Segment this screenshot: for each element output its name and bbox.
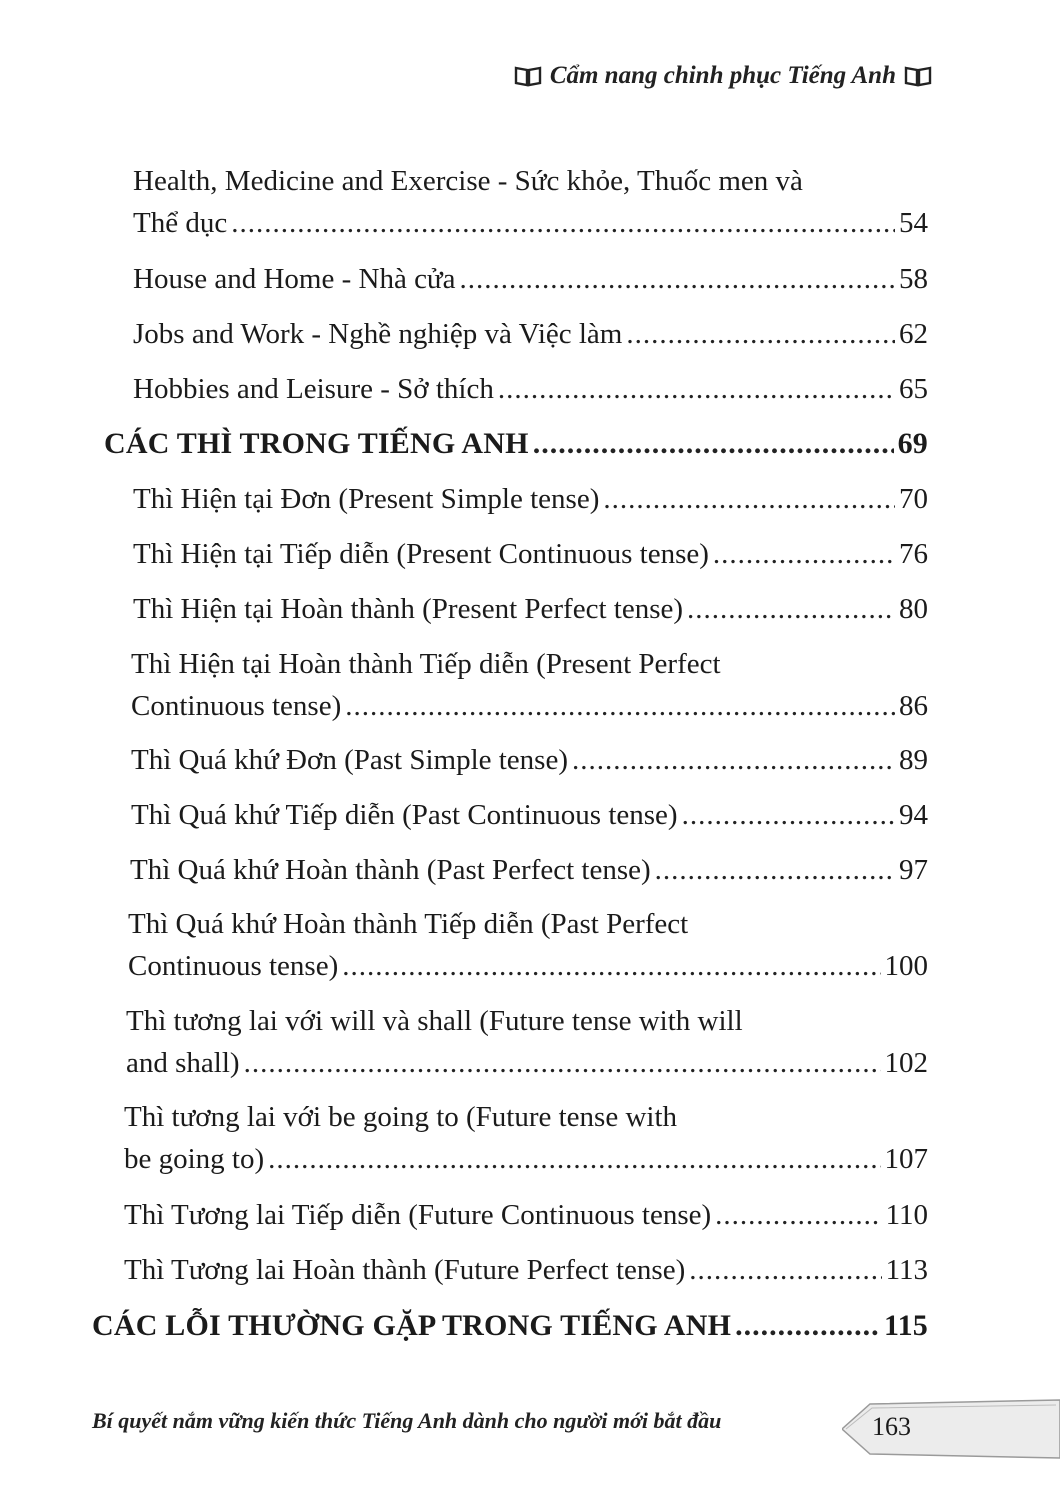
toc-entry-title: CÁC LỖI THƯỜNG GẶP TRONG TIẾNG ANH	[92, 1309, 732, 1342]
toc-entry	[133, 533, 928, 575]
toc-page-number: 107	[884, 1143, 928, 1175]
toc-entry-title: Continuous tense)	[128, 950, 339, 982]
dot-leader	[603, 478, 895, 520]
toc-entry-title: Jobs and Work - Nghề nghiệp và Việc làm	[133, 318, 623, 350]
toc-entry-title-line: Thì Quá khứ Hoàn thành Tiếp diễn (Past Perfect	[128, 908, 689, 940]
toc-page-number: 54	[899, 207, 928, 239]
dot-leader	[735, 1305, 880, 1347]
running-footer: Bí quyết nắm vững kiến thức Tiếng Anh dành cho người mới bắt đầu	[92, 1408, 722, 1433]
toc-page-number: 58	[899, 263, 928, 295]
dot-leader	[533, 423, 894, 465]
toc-entry	[124, 1194, 928, 1236]
dot-leader	[572, 739, 895, 781]
toc-page-number: 102	[884, 1047, 928, 1079]
toc-entry-title: Thì Quá khứ Hoàn thành (Past Perfect tense)	[130, 854, 651, 886]
toc-entry-title: House and Home - Nhà cửa	[133, 263, 456, 295]
toc-entry-title: Thì Hiện tại Hoàn thành (Present Perfect tense)	[133, 593, 684, 625]
dot-leader	[655, 849, 895, 891]
toc-entry-title: Hobbies and Leisure - Sở thích	[133, 373, 494, 405]
toc-page-number: 69	[897, 427, 928, 460]
toc-entry	[133, 588, 928, 630]
toc-entry	[131, 794, 928, 836]
toc-entry	[124, 1096, 928, 1180]
toc-entry-title: and shall)	[126, 1047, 240, 1079]
dot-leader	[498, 368, 895, 410]
dot-leader	[626, 313, 895, 355]
toc-page-number: 115	[884, 1309, 928, 1342]
dot-leader	[345, 685, 895, 727]
toc-entry	[124, 1249, 928, 1291]
toc-page-number: 86	[899, 690, 928, 722]
page-number: 163	[872, 1412, 911, 1441]
toc-entry	[133, 478, 928, 520]
header-title: Cẩm nang chinh phục Tiếng Anh	[549, 62, 896, 89]
toc-entry-title: Continuous tense)	[131, 690, 342, 722]
toc-page-number: 89	[899, 744, 928, 776]
toc-entry	[131, 643, 928, 727]
toc-page-number: 97	[899, 854, 928, 886]
toc-entry-title: CÁC THÌ TRONG TIẾNG ANH	[104, 427, 529, 460]
toc-entry-title: be going to)	[124, 1143, 265, 1175]
dot-leader	[715, 1194, 881, 1236]
dot-leader	[682, 794, 895, 836]
toc-entry-title: Thì Quá khứ Tiếp diễn (Past Continuous tense)	[131, 799, 678, 831]
dot-leader	[231, 202, 895, 244]
toc-entry-title: Thì Tương lai Tiếp diễn (Future Continuous tense)	[124, 1199, 712, 1231]
toc-entry	[131, 739, 928, 781]
dot-leader	[460, 258, 895, 300]
toc-section	[92, 1305, 928, 1347]
page-number-tab	[842, 1398, 1060, 1460]
dot-leader	[713, 533, 895, 575]
toc-entry	[133, 258, 928, 300]
toc-entry-title-line: Thì tương lai với be going to (Future tense with	[124, 1101, 678, 1133]
dot-leader	[689, 1249, 881, 1291]
toc-entry-title-line: Thì tương lai với will và shall (Future tense with will	[126, 1005, 743, 1037]
toc-entry	[128, 903, 928, 987]
toc-entry	[133, 368, 928, 410]
toc-page-number: 70	[899, 483, 928, 515]
toc-entry-title-line: Health, Medicine and Exercise - Sức khỏe, Thuốc men và	[133, 165, 803, 197]
toc-page-number: 113	[885, 1254, 928, 1286]
toc-page-number: 65	[899, 373, 928, 405]
toc-page-number: 62	[899, 318, 928, 350]
toc-section	[104, 423, 928, 465]
dot-leader	[687, 588, 895, 630]
dot-leader	[268, 1138, 880, 1180]
toc-entry	[133, 313, 928, 355]
dot-leader	[244, 1042, 881, 1084]
toc-entry-title-line: Thì Hiện tại Hoàn thành Tiếp diễn (Present Perfect	[131, 648, 721, 680]
toc-entry-title: Thể dục	[133, 207, 228, 239]
toc-entry	[130, 849, 928, 891]
toc-entry-title: Thì Hiện tại Tiếp diễn (Present Continuous tense)	[133, 538, 709, 570]
toc-page-number: 94	[899, 799, 928, 831]
toc-page-number: 110	[885, 1199, 928, 1231]
toc-entry-title: Thì Tương lai Hoàn thành (Future Perfect tense)	[124, 1254, 686, 1286]
dot-leader	[342, 945, 880, 987]
toc-entry	[126, 1000, 928, 1084]
toc-page-number: 80	[899, 593, 928, 625]
toc-entry-title: Thì Hiện tại Đơn (Present Simple tense)	[133, 483, 600, 515]
toc-page-number: 100	[884, 950, 928, 982]
toc-entry-title: Thì Quá khứ Đơn (Past Simple tense)	[131, 744, 568, 776]
toc-entry	[133, 160, 928, 244]
toc-page-number: 76	[899, 538, 928, 570]
